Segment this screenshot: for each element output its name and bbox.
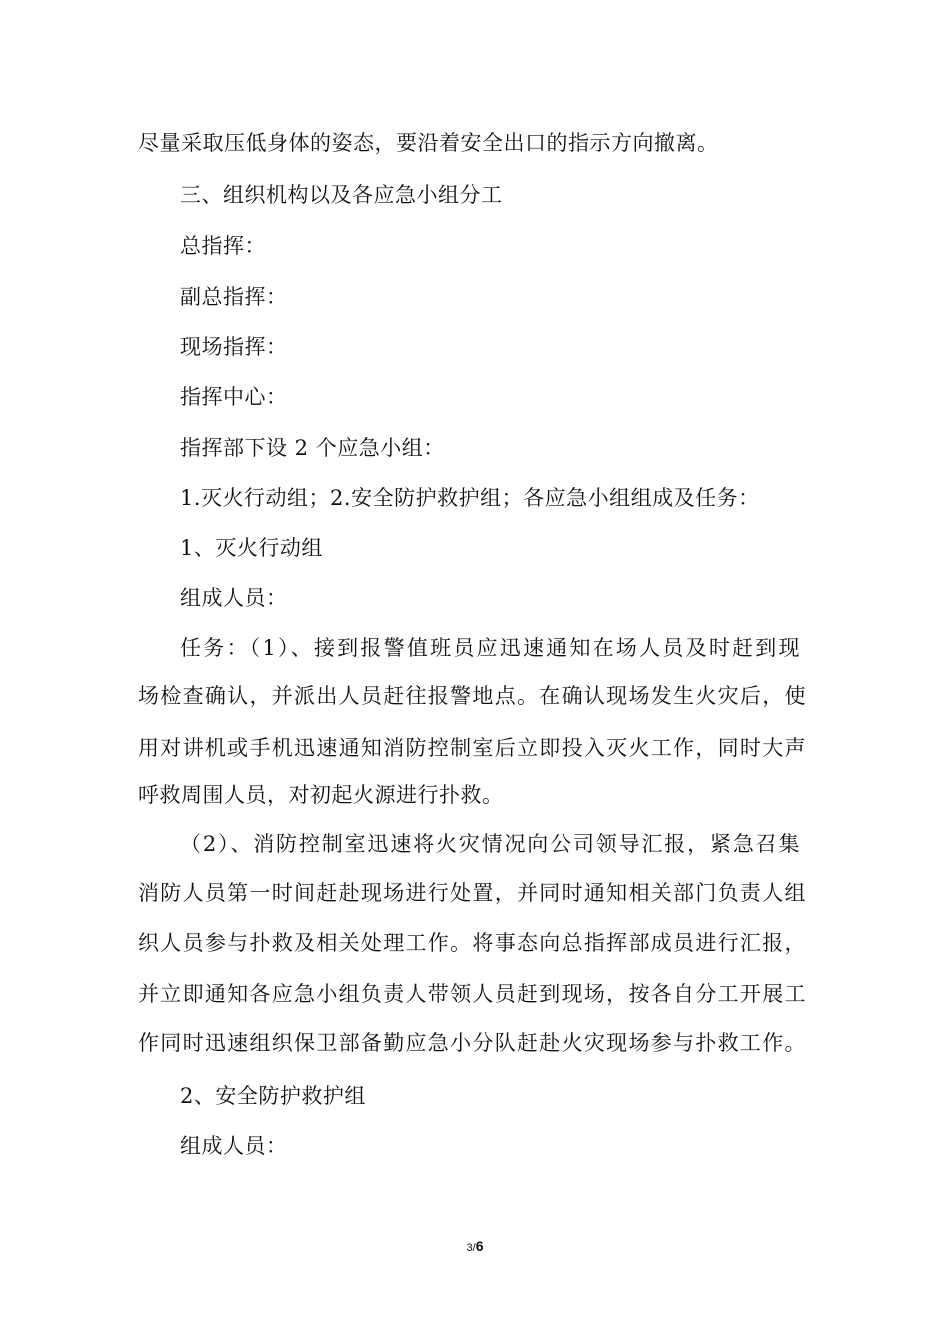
- subsection-heading: 1、灭火行动组: [180, 536, 323, 560]
- text-line: 总指挥：: [180, 234, 266, 258]
- text-line: 织人员参与扑救及相关处理工作。将事态向总指挥部成员进行汇报，: [138, 931, 806, 955]
- text-line: 尽量采取压低身体的姿态，要沿着安全出口的指示方向撤离。: [138, 131, 719, 155]
- text-line: 1.灭火行动组；2.安全防护救护组；各应急小组组成及任务：: [180, 486, 760, 510]
- text-line: 副总指挥：: [180, 285, 288, 309]
- subsection-heading: 2、安全防护救护组: [180, 1084, 366, 1108]
- text-line: 指挥部下设 2 个应急小组：: [180, 436, 445, 460]
- text-line: 组成人员：: [180, 586, 288, 610]
- text-line: （2）、消防控制室迅速将火灾情况向公司领导汇报，紧急召集: [180, 832, 800, 856]
- page-total: 6: [475, 1238, 484, 1254]
- text-line: 消防人员第一时间赶赴现场进行处置，并同时通知相关部门负责人组: [138, 881, 806, 905]
- page-number: [0, 1238, 950, 1256]
- text-line: 作同时迅速组织保卫部备勤应急小分队赶赴火灾现场参与扑救工作。: [138, 1031, 806, 1055]
- page-current: 3/: [466, 1242, 476, 1254]
- text-line: 呼救周围人员，对初起火源进行扑救。: [138, 783, 504, 807]
- section-heading: 三、组织机构以及各应急小组分工: [180, 183, 503, 207]
- text-line: 用对讲机或手机迅速通知消防控制室后立即投入灭火工作，同时大声: [138, 736, 806, 760]
- text-line: 并立即通知各应急小组负责人带领人员赶到现场，按各自分工开展工: [138, 982, 806, 1006]
- text-line: 现场指挥：: [180, 335, 288, 359]
- text-line: 场检查确认，并派出人员赶往报警地点。在确认现场发生火灾后，使: [138, 684, 806, 708]
- text-line: 组成人员：: [180, 1134, 288, 1158]
- text-line: 任务：（1）、接到报警值班员应迅速通知在场人员及时赶到现: [180, 636, 800, 660]
- text-line: 指挥中心：: [180, 385, 288, 409]
